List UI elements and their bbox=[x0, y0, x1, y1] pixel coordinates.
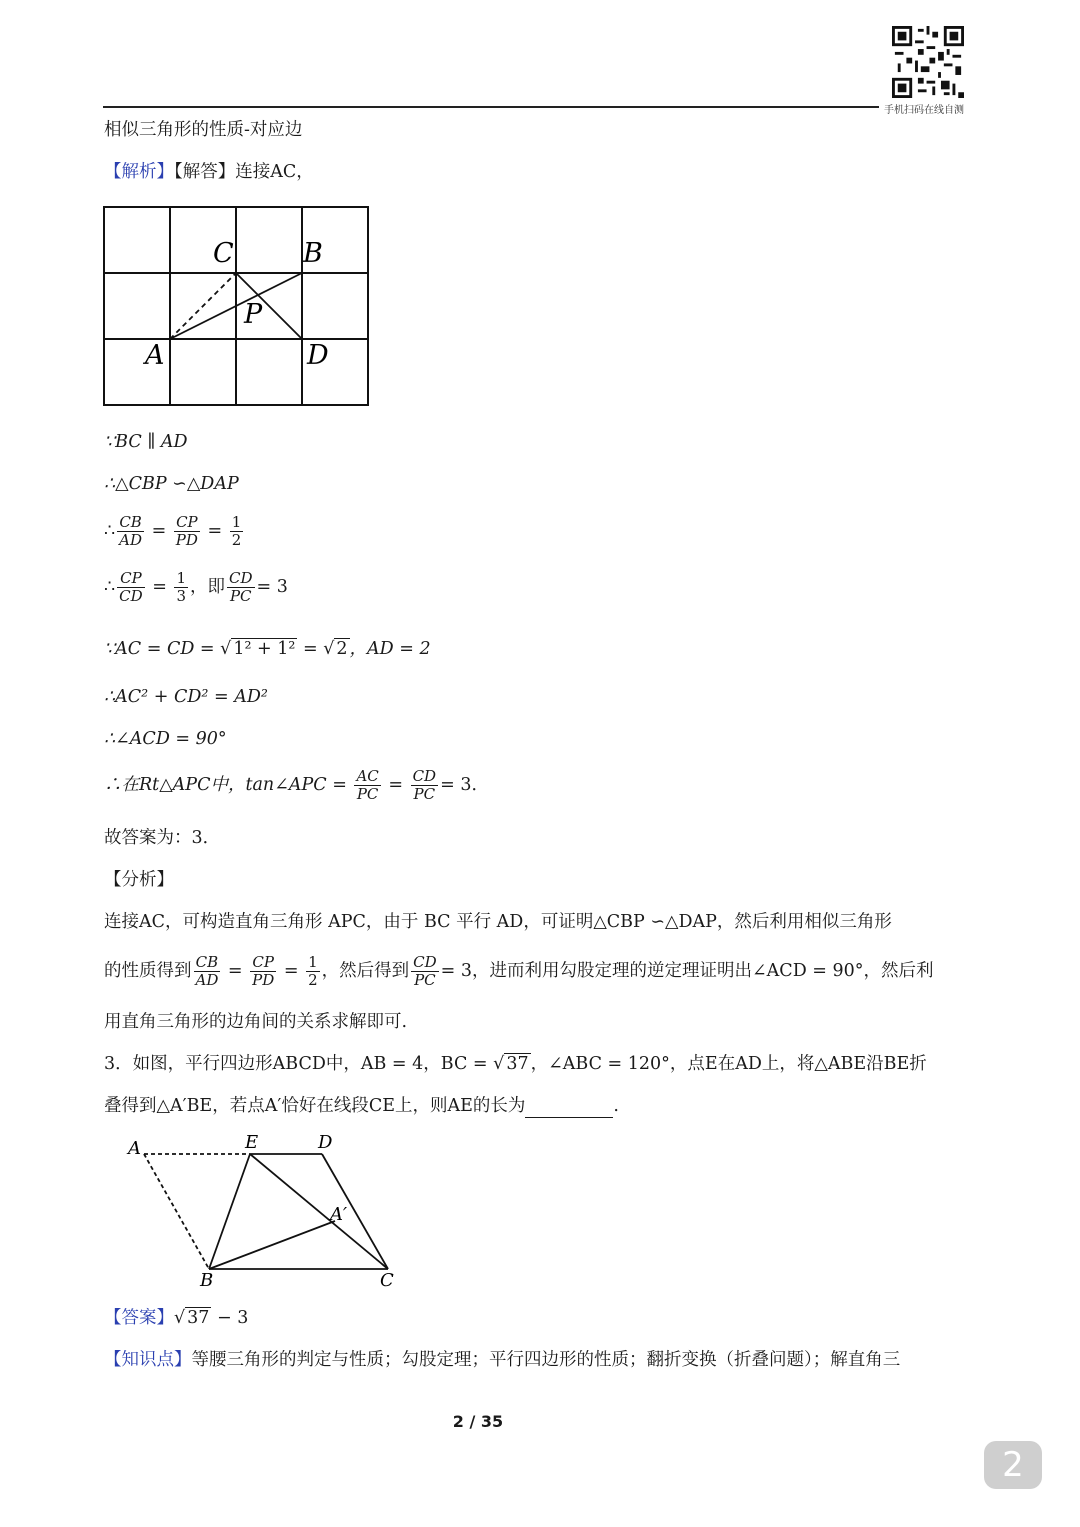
frac-1-2: $\frac{1}{2}$ bbox=[231, 513, 242, 549]
daan-tag: 【答案】 bbox=[104, 1308, 174, 1328]
jiexi-text: 连接AC， bbox=[235, 162, 314, 182]
step-8-tail: = 3． bbox=[440, 775, 489, 795]
daan-tail: − 3 bbox=[211, 1308, 249, 1328]
q3-line-1-a: 3．如图，平行四边形ABCD中，AB = 4，BC = bbox=[104, 1054, 494, 1074]
label-a-prime: A′ bbox=[330, 1204, 348, 1225]
frac-cp-pd-2: $\frac{CP}{PD}$ bbox=[252, 953, 275, 989]
answer-line: 故答案为：3． bbox=[104, 828, 221, 848]
segment-ac bbox=[170, 273, 236, 339]
page-badge[interactable]: 2 bbox=[984, 1441, 1042, 1489]
label-b2: B bbox=[200, 1270, 214, 1291]
step-3: ∴ $\frac{CB}{AD}$ = $\frac{CP}{PD}$ = $\frac{1}{2}$ bbox=[104, 513, 242, 549]
step-4: ∴ $\frac{CP}{CD}$ = $\frac{1}{3}$ ，即 $\frac{CD}{PC}$ = 3 bbox=[104, 569, 288, 605]
parallelogram-figure bbox=[120, 1128, 410, 1293]
jiexi-tag: 【解析】 bbox=[104, 162, 174, 182]
frac-cb-ad-2: $\frac{CB}{AD}$ bbox=[195, 953, 219, 989]
qr-code[interactable] bbox=[892, 26, 964, 98]
q3-line-1-b: ，∠ABC = 120°，点E在AD上，将△ABE沿BE折 bbox=[530, 1054, 927, 1074]
frac-cd-pc-2: $\frac{CD}{PC}$ bbox=[412, 767, 437, 803]
fenxi-line-2-a: 的性质得到 bbox=[104, 961, 192, 981]
jieda-tag: 【解答】 bbox=[174, 162, 236, 182]
step-8-a: ∴在Rt△APC中，tan∠APC = bbox=[104, 775, 353, 795]
step-7: ∴∠ACD = 90° bbox=[104, 729, 227, 749]
step-3-prefix: ∴ bbox=[104, 521, 116, 541]
zhishi-line bbox=[104, 1348, 900, 1372]
fenxi-line-3: 用直角三角形的边角间的关系求解即可. bbox=[104, 1012, 408, 1032]
label-p: P bbox=[244, 299, 263, 330]
step-5-c: ，AD = 2 bbox=[349, 639, 431, 659]
step-5-a: ∵AC = CD = bbox=[104, 639, 221, 659]
fenxi-tag: 【分析】 bbox=[104, 870, 174, 890]
answer-blank[interactable] bbox=[525, 1099, 613, 1118]
step-5-root2: 2 bbox=[336, 639, 348, 659]
frac-ac-pc: $\frac{AC}{PC}$ bbox=[356, 767, 379, 803]
step-1: ∵BC ∥ AD bbox=[104, 432, 188, 452]
frac-1-3: $\frac{1}{3}$ bbox=[176, 569, 186, 605]
step-5: ∵AC = CD = √ 1² + 1² = √ 2 ，AD = 2 bbox=[104, 639, 431, 659]
step-4-mid: ，即 bbox=[190, 577, 225, 597]
jiexi-line bbox=[104, 160, 314, 184]
segment-eb bbox=[209, 1154, 250, 1269]
q3-line-2-a: 叠得到△A′BE，若点A′恰好在线段CE上，则AE的长为 bbox=[104, 1096, 526, 1116]
daan-root: 37 bbox=[187, 1308, 210, 1328]
q3-line-1: 3．如图，平行四边形ABCD中，AB = 4，BC = √ 37 ，∠ABC = 120°，点E在AD上，将△ABE沿BE折 bbox=[104, 1054, 927, 1074]
fenxi-line-2-c: = 3，进而利用勾股定理的逆定理证明出∠ACD = 90°，然后利 bbox=[440, 961, 934, 981]
q3-root: 37 bbox=[506, 1054, 529, 1074]
label-d2: D bbox=[318, 1132, 333, 1153]
step-5-root: 1² + 1² bbox=[233, 639, 296, 659]
fenxi-line-1: 连接AC，可构造直角三角形 APC，由于 BC 平行 AD，可证明△CBP ∽△DAP，然后利用相似三角形 bbox=[104, 912, 892, 932]
frac-cb-ad: $\frac{CB}{AD}$ bbox=[119, 513, 142, 549]
label-a2: A bbox=[128, 1138, 141, 1159]
page-number: 2 / 35 bbox=[452, 1412, 504, 1431]
label-c: C bbox=[213, 238, 234, 269]
frac-1-2-b: $\frac{1}{2}$ bbox=[308, 953, 318, 989]
segment-ba-prime bbox=[209, 1221, 335, 1269]
step-8: ∴在Rt△APC中，tan∠APC = $\frac{AC}{PC}$ = $\frac{CD}{PC}$ = 3． bbox=[104, 767, 489, 803]
zhishi-text: 等腰三角形的判定与性质；勾股定理；平行四边形的性质；翻折变换（折叠问题）；解直角三 bbox=[191, 1350, 901, 1370]
grid-figure bbox=[103, 206, 370, 407]
step-4-prefix: ∴ bbox=[104, 577, 116, 597]
frac-cd-pc: $\frac{CD}{PC}$ bbox=[229, 569, 253, 605]
label-c2: C bbox=[380, 1270, 394, 1291]
segment-ec bbox=[250, 1154, 388, 1269]
q3-line-2-b: . bbox=[613, 1096, 619, 1116]
daan-line: 【答案】√ 37 − 3 bbox=[104, 1308, 249, 1328]
q3-line-2 bbox=[104, 1094, 619, 1118]
label-b: B bbox=[303, 238, 323, 269]
header-rule bbox=[103, 106, 879, 108]
qr-caption: 手机扫码在线自测 bbox=[884, 105, 964, 116]
step-6: ∴AC² + CD² = AD² bbox=[104, 687, 268, 707]
fenxi-line-2-b: ，然后得到 bbox=[321, 961, 410, 981]
segment-ab bbox=[144, 1154, 209, 1269]
step-4-tail: = 3 bbox=[256, 577, 288, 597]
step-5-b: = bbox=[297, 639, 324, 659]
label-d: D bbox=[307, 340, 329, 371]
frac-cp-cd: $\frac{CP}{CD}$ bbox=[119, 569, 143, 605]
frac-cd-pc-3: $\frac{CD}{PC}$ bbox=[413, 953, 437, 989]
label-e: E bbox=[245, 1132, 259, 1153]
fenxi-line-2: 的性质得到 $\frac{CB}{AD}$ = $\frac{CP}{PD}$ = $\frac{1}{2}$ ，然后得到 $\frac{CD}{PC}$ = 3，进而利用勾股定理的逆定理证明出∠ACD = 90°，然后利 bbox=[104, 953, 934, 989]
label-a: A bbox=[145, 340, 165, 371]
section-title: 相似三角形的性质-对应边 bbox=[104, 120, 303, 140]
frac-cp-pd: $\frac{CP}{PD}$ bbox=[175, 513, 198, 549]
zhishi-tag: 【知识点】 bbox=[104, 1350, 192, 1370]
step-2: ∴△CBP ∽△DAP bbox=[104, 474, 239, 494]
